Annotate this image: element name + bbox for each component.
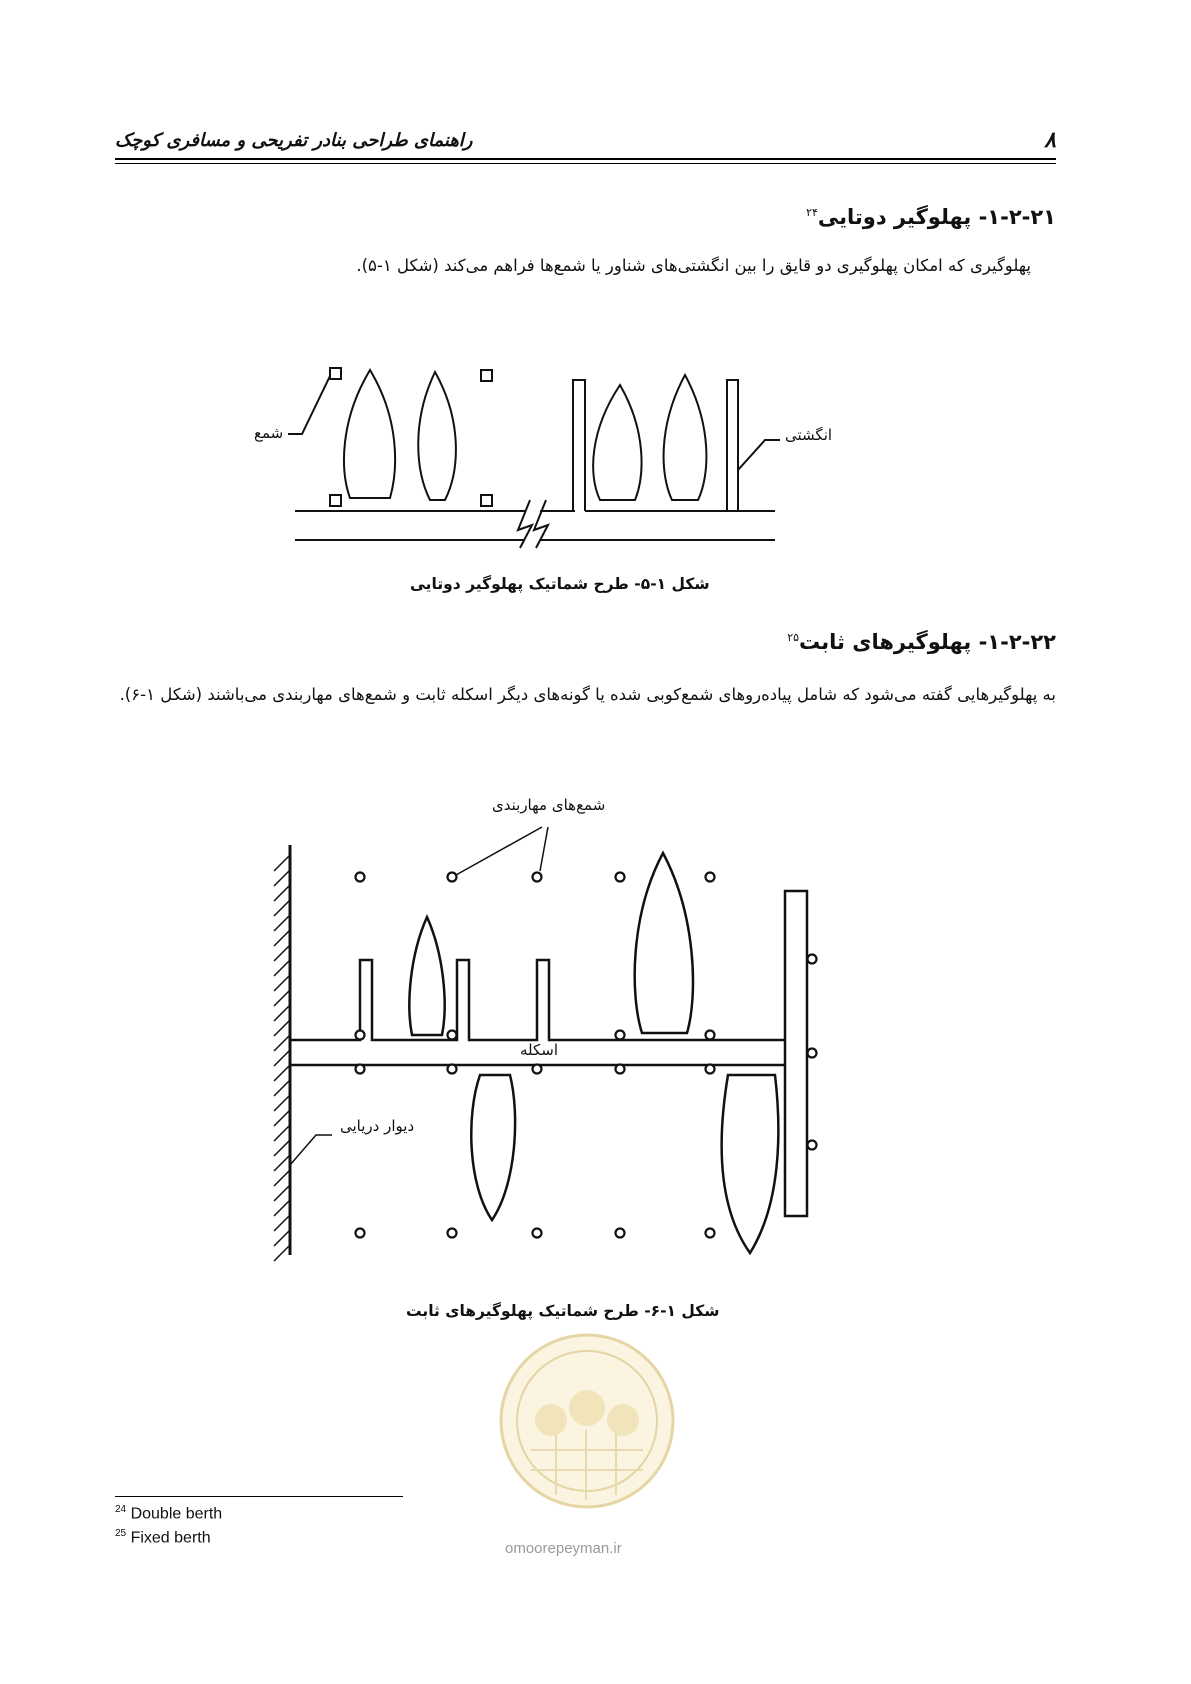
mooring-pile — [808, 955, 817, 964]
mooring-pile — [616, 1229, 625, 1238]
mooring-pile — [448, 1031, 457, 1040]
footnote-rule — [115, 1496, 403, 1497]
section-heading-fixed-berth — [787, 630, 1056, 654]
page-number: ۸ — [1044, 128, 1056, 153]
mooring-pile — [706, 1229, 715, 1238]
pile-marker — [481, 495, 492, 506]
mooring-pile — [706, 1065, 715, 1074]
mooring-pile — [616, 1065, 625, 1074]
footnote-text: Double berth — [130, 1505, 223, 1523]
boat-outline — [418, 372, 456, 500]
omoorepeyman-watermark-logo — [496, 1330, 678, 1512]
footnote-ref[interactable]: ۲۴ — [806, 206, 818, 219]
figure-caption-double-berth: شکل ۱-۵- طرح شماتیک پهلوگیر دوتایی — [410, 575, 710, 593]
section-heading-double-berth — [806, 205, 1056, 229]
mooring-pile — [533, 873, 542, 882]
mooring-pile — [533, 1229, 542, 1238]
figure-caption-fixed-berth: شکل ۱-۶- طرح شماتیک پهلوگیرهای ثابت — [406, 1302, 720, 1320]
figure-label-finger: انگشتی — [785, 426, 833, 444]
footnote-25 — [115, 1528, 211, 1547]
boat-outline — [344, 370, 395, 498]
figure-label-seawall: دیوار دریایی — [340, 1117, 415, 1135]
footnote-number: 25 — [115, 1528, 127, 1539]
pile-marker — [330, 495, 341, 506]
mooring-pile — [616, 1031, 625, 1040]
mooring-pile — [356, 1229, 365, 1238]
header-rule — [115, 158, 1056, 160]
pier-top-edge — [290, 960, 785, 1040]
boat-outline — [593, 385, 641, 500]
mooring-pile — [533, 1065, 542, 1074]
footnote-24 — [115, 1504, 222, 1523]
mooring-pile — [356, 873, 365, 882]
mooring-pile — [356, 1031, 365, 1040]
mooring-pile — [616, 873, 625, 882]
figure-label-pier: اسکله — [520, 1041, 559, 1059]
figure-double-berth-diagram — [240, 330, 840, 565]
pile-marker — [481, 370, 492, 381]
paragraph-fixed-berth: به پهلوگیرهایی گفته می‌شود که شامل پیاده‌روهای شمع‌کوبی شده یا گونه‌های دیگر اسکله ثابت و شمع‌های مهاربندی می‌باشند (شکل ۱-۶). — [119, 685, 1056, 704]
watermark-site: omoorepeyman.ir — [505, 1540, 622, 1557]
mooring-pile — [356, 1065, 365, 1074]
boat-outline — [409, 917, 444, 1035]
footnote-ref[interactable]: ۲۵ — [787, 631, 800, 644]
mooring-pile — [808, 1049, 817, 1058]
footnote-number: 24 — [115, 1504, 127, 1515]
paragraph-double-berth: پهلوگیری که امکان پهلوگیری دو قایق را بین انگشتی‌های شناور یا شمع‌ها فراهم می‌کند (شکل ۱-۵). — [356, 256, 1031, 275]
header-rule-thin — [115, 163, 1056, 164]
mooring-pile — [448, 1065, 457, 1074]
figure-label-mooring-piles: شمع‌های مهاربندی — [492, 796, 606, 814]
figure-fixed-berth-diagram — [230, 795, 880, 1285]
pier-t-head — [785, 891, 807, 1216]
boat-outline — [664, 375, 707, 500]
boat-outline — [471, 1075, 515, 1220]
heading-text: ۱-۲-۲۲- پهلوگیرهای ثابت — [799, 630, 1056, 654]
footnote-text: Fixed berth — [130, 1529, 211, 1547]
boat-outline — [635, 853, 693, 1033]
mooring-pile — [448, 1229, 457, 1238]
mooring-pile — [808, 1141, 817, 1150]
running-header-title: راهنمای طراحی بنادر تفریحی و مسافری کوچک — [115, 130, 473, 151]
mooring-pile — [706, 1031, 715, 1040]
pile-marker — [330, 368, 341, 379]
boat-outline — [722, 1075, 779, 1253]
heading-text: ۱-۲-۲۱- پهلوگیر دوتایی — [817, 205, 1056, 229]
figure-label-pile: شمع — [254, 424, 284, 442]
mooring-pile — [706, 873, 715, 882]
mooring-pile — [448, 873, 457, 882]
finger-pier — [727, 380, 738, 511]
finger-pier — [573, 380, 585, 511]
